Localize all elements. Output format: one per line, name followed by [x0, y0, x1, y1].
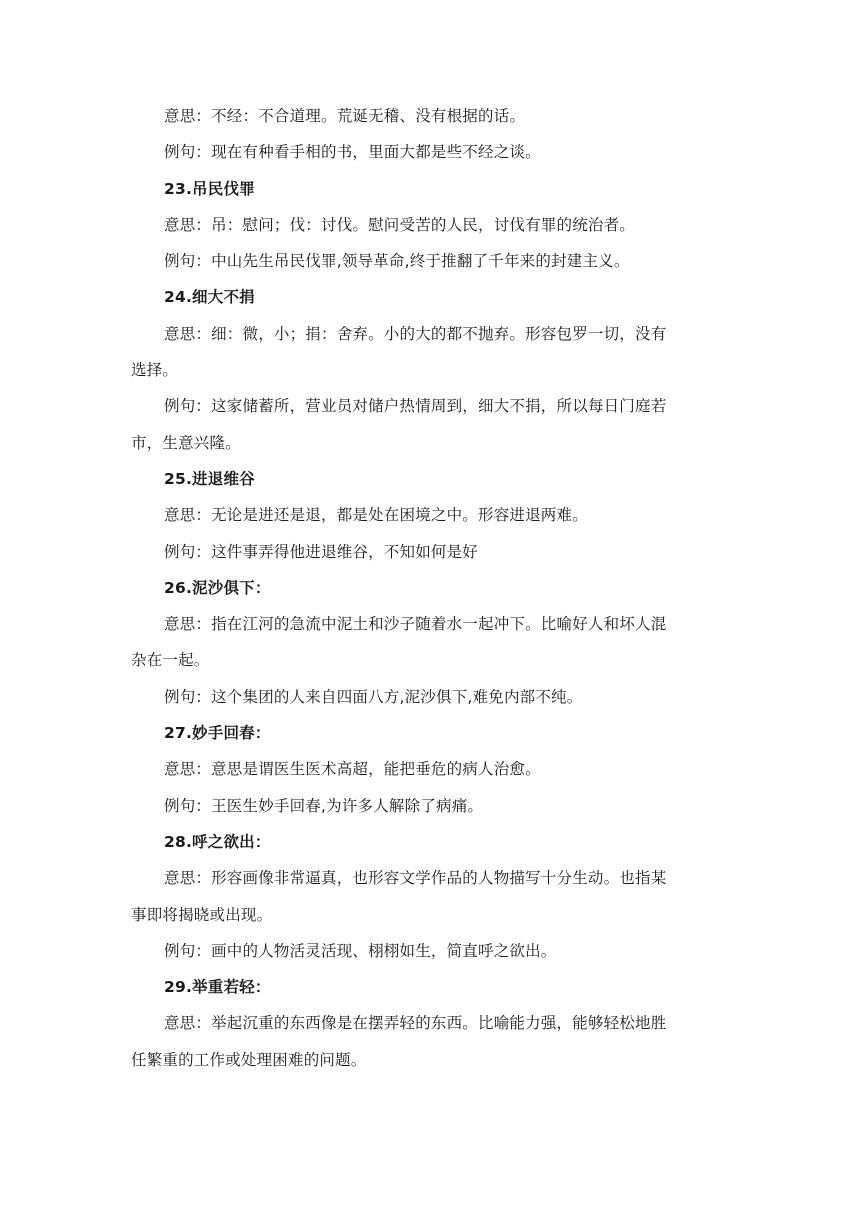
idiom-25-meaning: 意思：无论是进还是退，都是处在困境之中。形容进退两难。 — [164, 506, 588, 525]
idiom-29-meaning-cont: 任繁重的工作或处理困难的问题。 — [131, 1050, 367, 1069]
idiom-26-meaning: 意思：指在江河的急流中泥土和沙子随着水一起冲下。比喻好人和坏人混 — [164, 615, 667, 634]
idiom-28-example: 例句：画中的人物活灵活现、栩栩如生，简直呼之欲出。 — [164, 941, 557, 960]
idiom-26-title: 26.泥沙俱下： — [164, 578, 271, 597]
idiom-29-meaning: 意思：举起沉重的东西像是在摆弄轻的东西。比喻能力强，能够轻松地胜 — [164, 1014, 667, 1033]
idiom-27-title: 27.妙手回春： — [164, 724, 271, 743]
idiom-25-title: 25.进退维谷 — [164, 469, 255, 488]
idiom-24-meaning: 意思：细：微，小；捐：舍弃。小的大的都不抛弃。形容包罗一切，没有 — [164, 324, 667, 343]
idiom-28-meaning: 意思：形容画像非常逼真，也形容文学作品的人物描写十分生动。也指某 — [164, 869, 667, 888]
idiom-24-title: 24.细大不捐 — [164, 288, 255, 307]
idiom-25-example: 例句：这件事弄得他进退维谷，不知如何是好 — [164, 542, 479, 561]
idiom-27-meaning: 意思：意思是谓医生医术高超，能把垂危的病人治愈。 — [164, 760, 541, 779]
idiom-28-title: 28.呼之欲出： — [164, 832, 271, 851]
idiom-26-example: 例句：这个集团的人来自四面八方,泥沙俱下,难免内部不纯。 — [164, 687, 583, 706]
idiom-23-meaning: 意思：吊：慰问；伐：讨伐。慰问受苦的人民，讨伐有罪的统治者。 — [164, 215, 636, 234]
idiom-26-meaning-cont: 杂在一起。 — [131, 651, 210, 670]
idiom-28-meaning-cont: 事即将揭晓或出现。 — [131, 905, 273, 924]
idiom-24-example-cont: 市，生意兴隆。 — [131, 433, 241, 452]
idiom-27-example: 例句：王医生妙手回春,为许多人解除了病痛。 — [164, 796, 484, 815]
idiom-23-title: 23.吊民伐罪 — [164, 179, 255, 198]
idiom-22-meaning: 意思：不经：不合道理。荒诞无稽、没有根据的话。 — [164, 107, 526, 125]
idiom-list — [131, 98, 731, 1078]
idiom-24-meaning-cont: 选择。 — [131, 361, 179, 380]
idiom-22-example: 例句：现在有种看手相的书，里面大都是些不经之谈。 — [164, 143, 541, 162]
idiom-23-example: 例句：中山先生吊民伐罪,领导革命,终于推翻了千年来的封建主义。 — [164, 252, 630, 271]
idiom-29-title: 29.举重若轻： — [164, 978, 271, 997]
idiom-24-example: 例句：这家储蓄所，营业员对储户热情周到，细大不捐，所以每日门庭若 — [164, 397, 667, 416]
